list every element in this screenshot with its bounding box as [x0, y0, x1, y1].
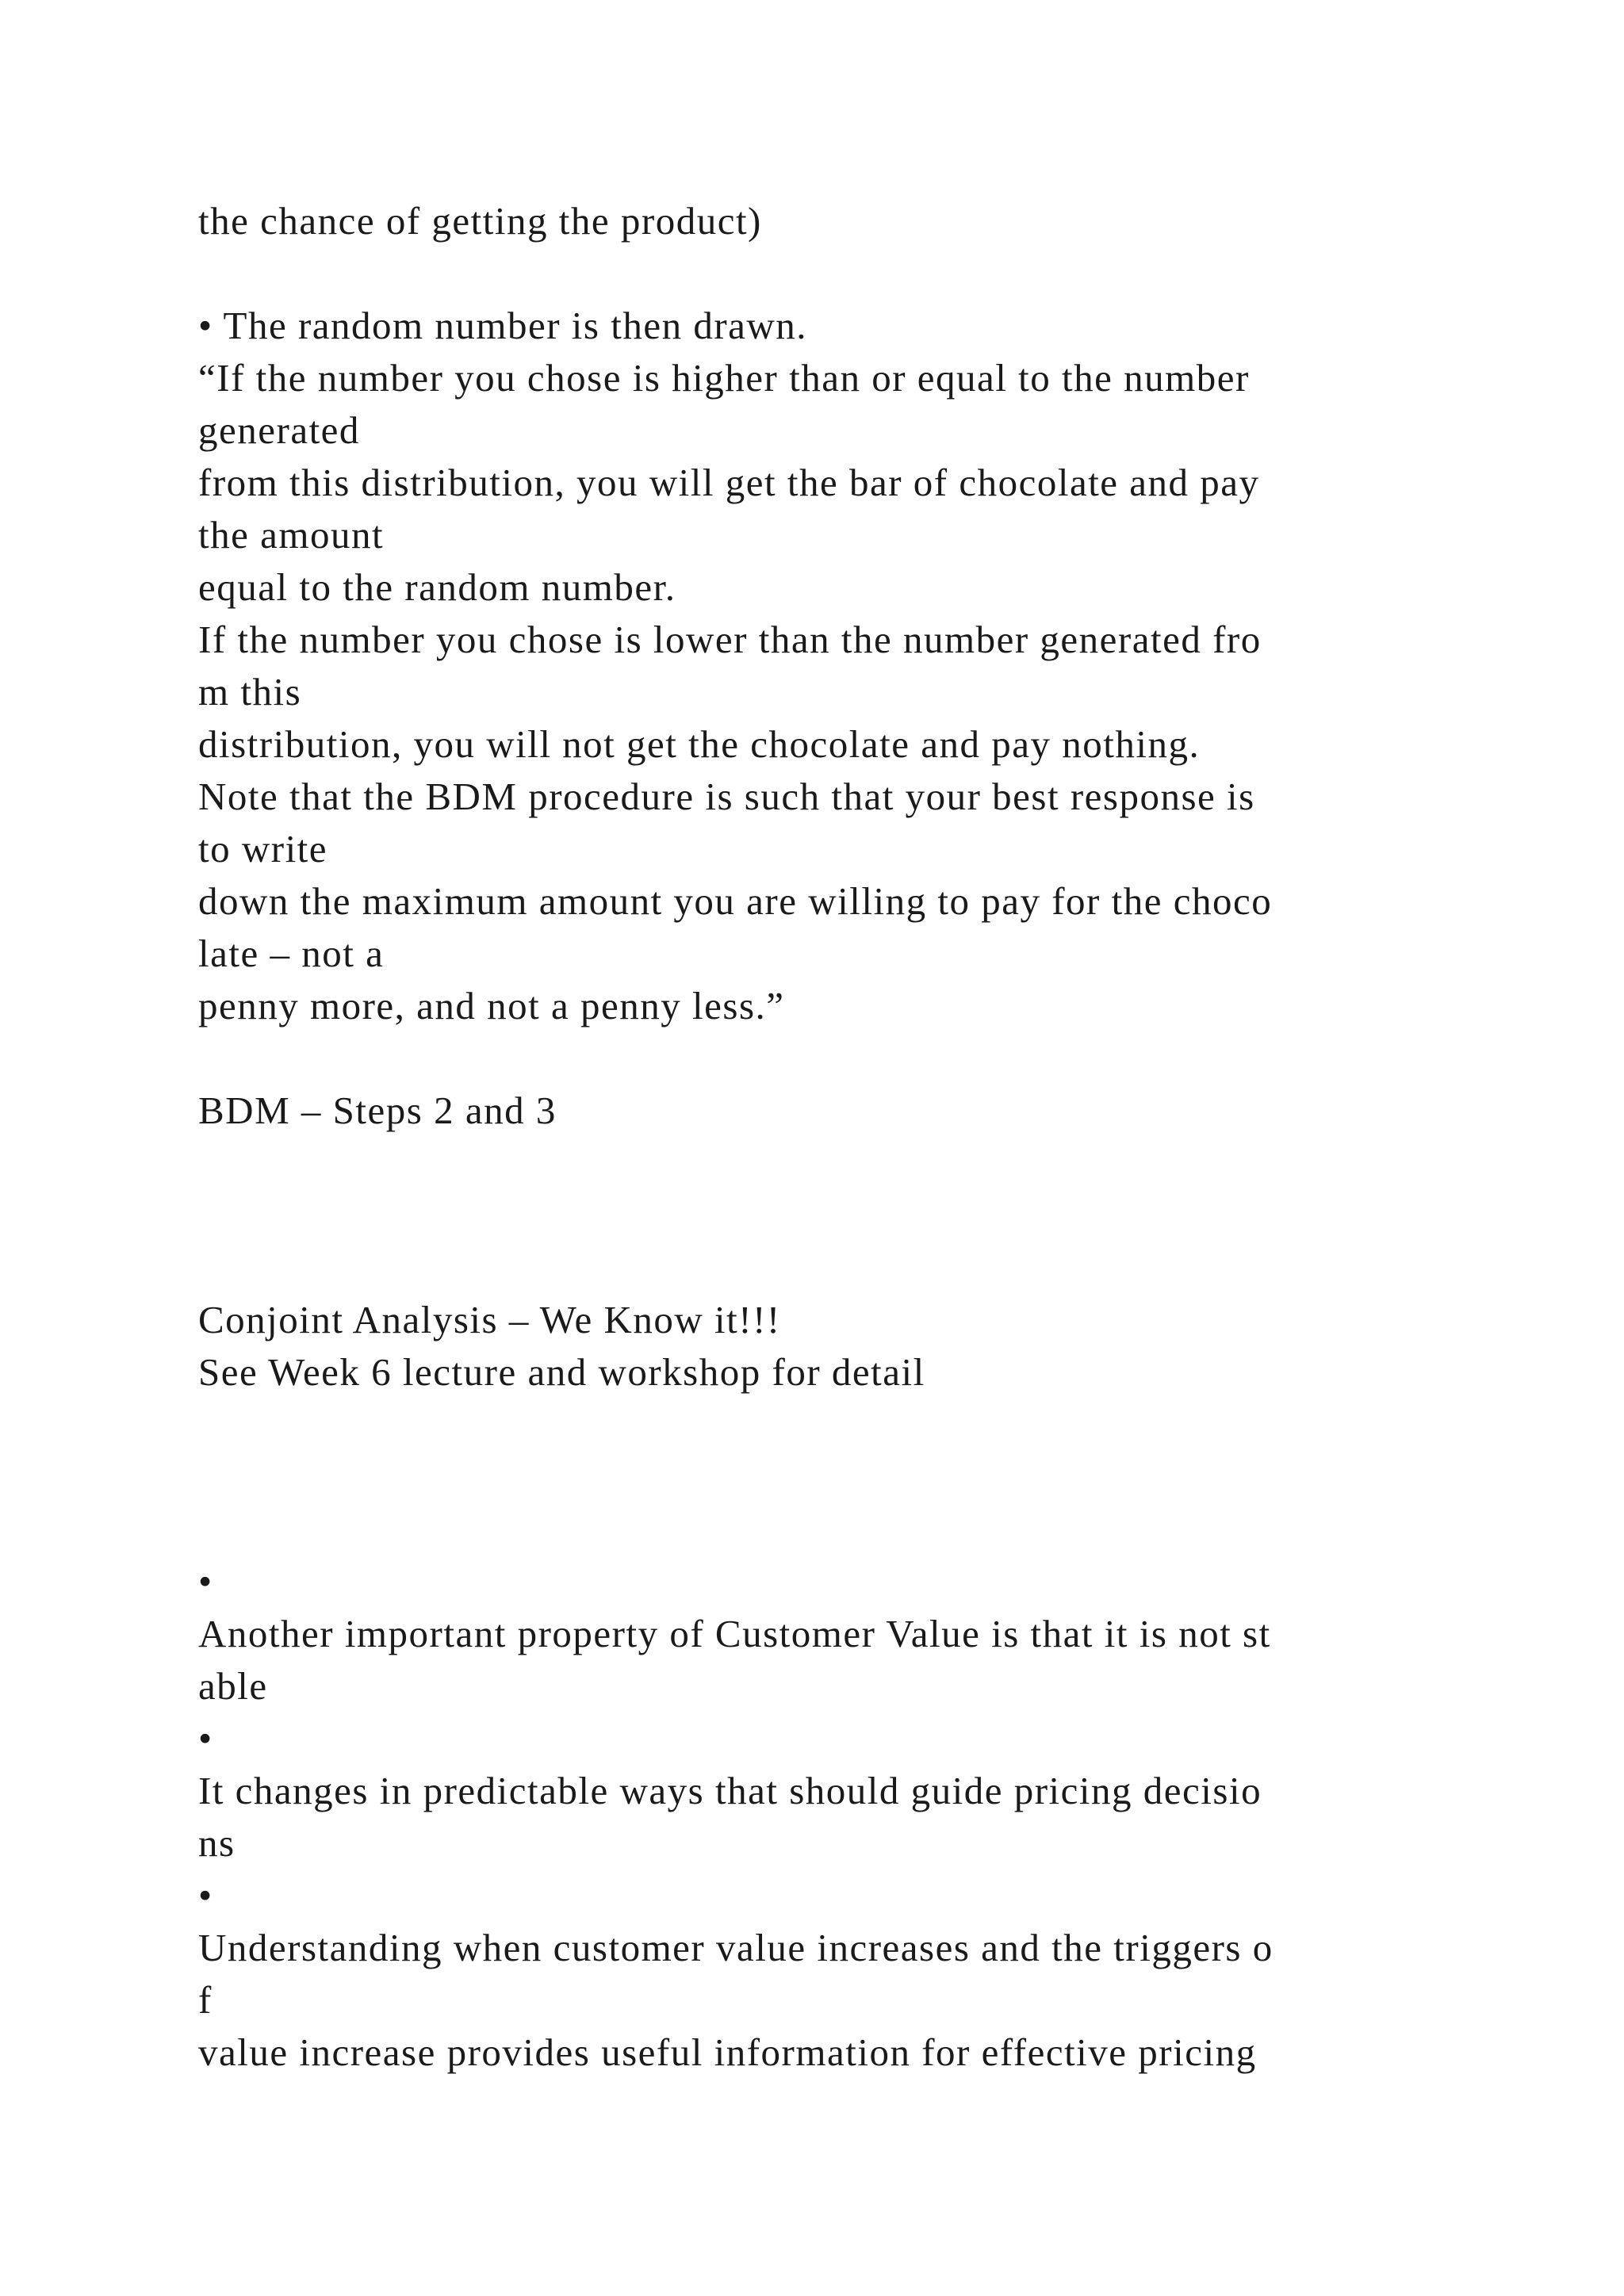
- text-line: Note that the BDM procedure is such that your best response is: [198, 775, 1255, 818]
- blank-line: [198, 1399, 1562, 1451]
- bullet-marker: •: [198, 1873, 213, 1917]
- text-line: • The random number is then drawn.: [198, 304, 808, 347]
- text-line: Understanding when customer value increases and the triggers o: [198, 1926, 1274, 1969]
- blank-line: [198, 1503, 1562, 1556]
- text-line: m this: [198, 670, 302, 714]
- document-body: [198, 195, 1562, 2079]
- text-line: It changes in predictable ways that should guide pricing decisio: [198, 1769, 1262, 1812]
- text-line: down the maximum amount you are willing to pay for the choco: [198, 879, 1273, 923]
- text-line: from this distribution, you will get the bar of chocolate and pay: [198, 461, 1260, 504]
- blank-line: [198, 1032, 1562, 1085]
- blank-line: [198, 1242, 1562, 1294]
- text-line: distribution, you will not get the chocolate and pay nothing.: [198, 722, 1201, 766]
- bullet-marker: •: [198, 1559, 213, 1603]
- section-heading: BDM – Steps 2 and 3: [198, 1089, 557, 1132]
- text-line: the amount: [198, 513, 385, 557]
- text-line: the chance of getting the product): [198, 199, 762, 243]
- text-line: generated: [198, 408, 360, 452]
- text-line: value increase provides useful information for effective pricing: [198, 2030, 1257, 2074]
- text-line: f: [198, 1978, 213, 2022]
- bullet-marker: •: [198, 1716, 213, 1760]
- text-line: Another important property of Customer Value is that it is not st: [198, 1612, 1271, 1655]
- text-line: See Week 6 lecture and workshop for detail: [198, 1350, 925, 1394]
- text-line: penny more, and not a penny less.”: [198, 984, 785, 1027]
- text-line: late – not a: [198, 932, 385, 975]
- text-line: to write: [198, 827, 328, 871]
- blank-line: [198, 1451, 1562, 1503]
- text-line: equal to the random number.: [198, 565, 676, 609]
- text-line: ns: [198, 1821, 236, 1865]
- section-heading: Conjoint Analysis – We Know it!!!: [198, 1298, 781, 1341]
- blank-line: [198, 1137, 1562, 1189]
- text-line: able: [198, 1664, 268, 1708]
- blank-line: [198, 1189, 1562, 1242]
- text-line: “If the number you chose is higher than or equal to the number: [198, 356, 1250, 400]
- text-line: If the number you chose is lower than the number generated fro: [198, 618, 1262, 661]
- blank-line: [198, 247, 1562, 300]
